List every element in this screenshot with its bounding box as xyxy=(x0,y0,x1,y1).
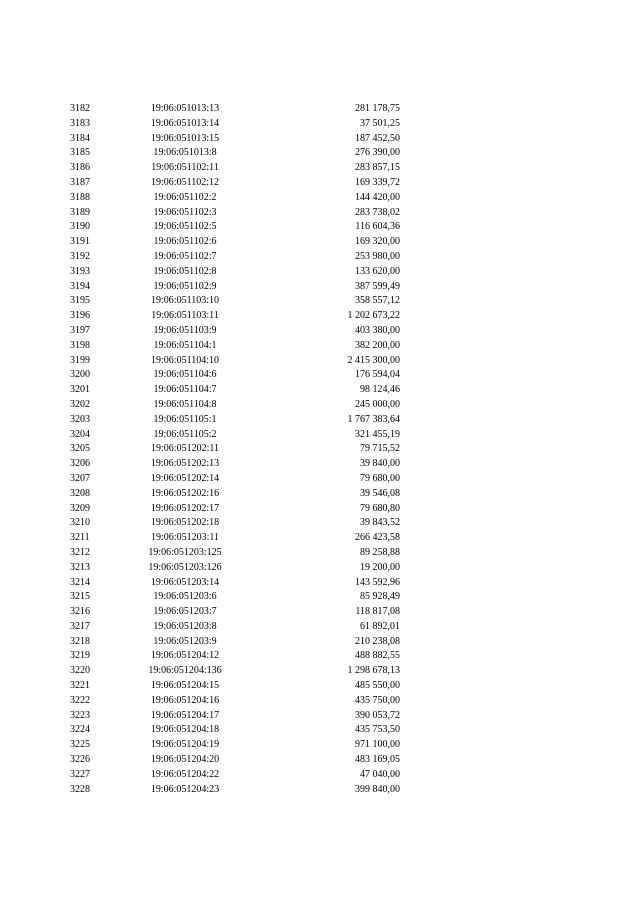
amount-value: 61 892,01 xyxy=(360,620,400,632)
row-number: 3195 xyxy=(70,295,90,307)
row-number: 3219 xyxy=(70,650,90,662)
amount-value: 118 817,08 xyxy=(355,606,400,618)
cadastral-number: 19:06:051204:12 xyxy=(150,650,220,662)
table-row xyxy=(0,280,640,295)
table-row xyxy=(0,117,640,132)
cadastral-number: 19:06:051202:13 xyxy=(150,458,220,470)
amount-value: 399 840,00 xyxy=(355,783,400,795)
amount-value: 245 000,00 xyxy=(355,398,400,410)
table-row xyxy=(0,309,640,324)
table-row xyxy=(0,383,640,398)
table-row xyxy=(0,723,640,738)
cadastral-number: 19:06:051104:1 xyxy=(153,339,217,351)
cadastral-number: 19:06:051104:8 xyxy=(153,398,217,410)
amount-value: 488 882,55 xyxy=(355,650,400,662)
row-number: 3187 xyxy=(70,176,90,188)
amount-value: 37 501,25 xyxy=(360,117,400,129)
data-table xyxy=(0,102,640,797)
amount-value: 133 620,00 xyxy=(355,265,400,277)
table-row xyxy=(0,250,640,265)
table-row xyxy=(0,294,640,309)
table-row xyxy=(0,487,640,502)
table-row xyxy=(0,176,640,191)
table-row xyxy=(0,620,640,635)
row-number: 3210 xyxy=(70,517,90,529)
table-row xyxy=(0,368,640,383)
row-number: 3190 xyxy=(70,221,90,233)
amount-value: 283 738,02 xyxy=(355,206,400,218)
table-row xyxy=(0,516,640,531)
row-number: 3211 xyxy=(70,532,90,544)
amount-value: 435 750,00 xyxy=(355,694,400,706)
cadastral-number: 19:06:051203:11 xyxy=(151,532,219,544)
amount-value: 79 680,80 xyxy=(360,502,400,514)
amount-value: 169 320,00 xyxy=(355,236,400,248)
row-number: 3225 xyxy=(70,739,90,751)
row-number: 3221 xyxy=(70,680,90,692)
amount-value: 116 604,36 xyxy=(355,221,400,233)
cadastral-number: 19:06:051202:14 xyxy=(150,472,220,484)
cadastral-number: 19:06:051202:16 xyxy=(150,487,220,499)
row-number: 3191 xyxy=(70,236,90,248)
table-row xyxy=(0,502,640,517)
table-row xyxy=(0,413,640,428)
amount-value: 187 452,50 xyxy=(355,132,400,144)
cadastral-number: 19:06:051013:8 xyxy=(153,147,217,159)
row-number: 3198 xyxy=(70,339,90,351)
cadastral-number: 19:06:051105:2 xyxy=(153,428,217,440)
row-number: 3220 xyxy=(70,665,90,677)
amount-value: 1 767 383,64 xyxy=(347,413,400,425)
amount-value: 971 100,00 xyxy=(355,739,400,751)
row-number: 3193 xyxy=(70,265,90,277)
row-number: 3222 xyxy=(70,694,90,706)
table-row xyxy=(0,531,640,546)
cadastral-number: 19:06:051102:2 xyxy=(153,191,217,203)
amount-value: 483 169,05 xyxy=(355,754,400,766)
amount-value: 210 238,08 xyxy=(355,635,400,647)
row-number: 3184 xyxy=(70,132,90,144)
amount-value: 435 753,50 xyxy=(355,724,400,736)
cadastral-number: 19:06:051104:10 xyxy=(151,354,219,366)
row-number: 3201 xyxy=(70,384,90,396)
cadastral-number: 19:06:051204:22 xyxy=(150,768,220,780)
table-row xyxy=(0,102,640,117)
cadastral-number: 19:06:051102:9 xyxy=(153,280,217,292)
table-row xyxy=(0,132,640,147)
amount-value: 253 980,00 xyxy=(355,250,400,262)
table-row xyxy=(0,472,640,487)
amount-value: 266 423,58 xyxy=(355,532,400,544)
amount-value: 358 557,12 xyxy=(355,295,400,307)
cadastral-number: 19:06:051204:23 xyxy=(150,783,220,795)
cadastral-number: 19:06:051203:7 xyxy=(153,606,217,618)
row-number: 3199 xyxy=(70,354,90,366)
amount-value: 79 715,52 xyxy=(360,443,400,455)
table-row xyxy=(0,590,640,605)
cadastral-number: 19:06:051102:7 xyxy=(153,250,217,262)
amount-value: 39 840,00 xyxy=(360,458,400,470)
amount-value: 283 857,15 xyxy=(355,162,400,174)
table-row xyxy=(0,679,640,694)
cadastral-number: 19:06:051102:6 xyxy=(153,236,217,248)
row-number: 3223 xyxy=(70,709,90,721)
amount-value: 89 258,88 xyxy=(360,546,400,558)
amount-value: 19 200,00 xyxy=(360,561,400,573)
table-row xyxy=(0,220,640,235)
row-number: 3228 xyxy=(70,783,90,795)
amount-value: 276 390,00 xyxy=(355,147,400,159)
table-row xyxy=(0,206,640,221)
cadastral-number: 19:06:051102:3 xyxy=(153,206,217,218)
amount-value: 39 843,52 xyxy=(360,517,400,529)
amount-value: 1 298 678,13 xyxy=(347,665,400,677)
cadastral-number: 19:06:051104:7 xyxy=(153,384,217,396)
amount-value: 143 592,96 xyxy=(355,576,400,588)
row-number: 3215 xyxy=(70,591,90,603)
table-row xyxy=(0,635,640,650)
table-row xyxy=(0,768,640,783)
table-row xyxy=(0,398,640,413)
row-number: 3206 xyxy=(70,458,90,470)
cadastral-number: 19:06:051103:11 xyxy=(151,310,219,322)
table-row xyxy=(0,235,640,250)
amount-value: 169 339,72 xyxy=(355,176,400,188)
amount-value: 85 928,49 xyxy=(360,591,400,603)
amount-value: 39 546,08 xyxy=(360,487,400,499)
amount-value: 321 455,19 xyxy=(355,428,400,440)
row-number: 3224 xyxy=(70,724,90,736)
cadastral-number: 19:06:051103:9 xyxy=(153,324,217,336)
amount-value: 281 178,75 xyxy=(355,103,400,114)
table-row xyxy=(0,457,640,472)
cadastral-number: 19:06:051104:6 xyxy=(153,369,217,381)
amount-value: 485 550,00 xyxy=(355,680,400,692)
row-number: 3214 xyxy=(70,576,90,588)
cadastral-number: 19:06:051202:11 xyxy=(151,443,219,455)
row-number: 3216 xyxy=(70,606,90,618)
row-number: 3204 xyxy=(70,428,90,440)
table-row xyxy=(0,146,640,161)
cadastral-number: 19:06:051203:14 xyxy=(150,576,220,588)
table-row xyxy=(0,191,640,206)
cadastral-number: 19:06:051102:11 xyxy=(151,162,219,174)
row-number: 3183 xyxy=(70,117,90,129)
table-row xyxy=(0,605,640,620)
row-number: 3218 xyxy=(70,635,90,647)
row-number: 3189 xyxy=(70,206,90,218)
amount-value: 2 415 300,00 xyxy=(347,354,400,366)
amount-value: 390 053,72 xyxy=(355,709,400,721)
cadastral-number: 19:06:051102:12 xyxy=(151,176,219,188)
row-number: 3207 xyxy=(70,472,90,484)
cadastral-number: 19:06:051204:20 xyxy=(150,754,220,766)
table-row xyxy=(0,339,640,354)
amount-value: 144 420,00 xyxy=(355,191,400,203)
cadastral-number: 19:06:051013:13 xyxy=(150,103,220,114)
table-row xyxy=(0,428,640,443)
row-number: 3194 xyxy=(70,280,90,292)
table-row xyxy=(0,576,640,591)
cadastral-number: 19:06:051103:10 xyxy=(151,295,219,307)
row-number: 3209 xyxy=(70,502,90,514)
amount-value: 1 202 673,22 xyxy=(347,310,400,322)
cadastral-number: 19:06:051204:18 xyxy=(150,724,220,736)
row-number: 3192 xyxy=(70,250,90,262)
table-row xyxy=(0,161,640,176)
row-number: 3226 xyxy=(70,754,90,766)
row-number: 3182 xyxy=(70,103,90,114)
cadastral-number: 19:06:051204:19 xyxy=(150,739,220,751)
amount-value: 387 599,49 xyxy=(355,280,400,292)
row-number: 3205 xyxy=(70,443,90,455)
cadastral-number: 19:06:051204:15 xyxy=(150,680,220,692)
amount-value: 47 040,00 xyxy=(360,768,400,780)
row-number: 3208 xyxy=(70,487,90,499)
cadastral-number: 19:06:051204:136 xyxy=(148,665,222,677)
row-number: 3203 xyxy=(70,413,90,425)
cadastral-number: 19:06:051203:8 xyxy=(153,620,217,632)
table-row xyxy=(0,753,640,768)
amount-value: 98 124,46 xyxy=(360,384,400,396)
row-number: 3186 xyxy=(70,162,90,174)
row-number: 3196 xyxy=(70,310,90,322)
row-number: 3212 xyxy=(70,546,90,558)
table-row xyxy=(0,738,640,753)
table-row xyxy=(0,649,640,664)
cadastral-number: 19:06:051102:8 xyxy=(153,265,217,277)
cadastral-number: 19:06:051013:15 xyxy=(150,132,220,144)
table-row xyxy=(0,442,640,457)
table-row xyxy=(0,709,640,724)
table-row xyxy=(0,265,640,280)
table-row xyxy=(0,694,640,709)
row-number: 3213 xyxy=(70,561,90,573)
amount-value: 176 594,04 xyxy=(355,369,400,381)
table-row xyxy=(0,324,640,339)
row-number: 3227 xyxy=(70,768,90,780)
cadastral-number: 19:06:051204:17 xyxy=(150,709,220,721)
cadastral-number: 19:06:051203:9 xyxy=(153,635,217,647)
table-row xyxy=(0,546,640,561)
cadastral-number: 19:06:051203:6 xyxy=(153,591,217,603)
table-row xyxy=(0,561,640,576)
table-row xyxy=(0,664,640,679)
amount-value: 79 680,00 xyxy=(360,472,400,484)
cadastral-number: 19:06:051204:16 xyxy=(150,694,220,706)
row-number: 3200 xyxy=(70,369,90,381)
amount-value: 382 200,00 xyxy=(355,339,400,351)
cadastral-number: 19:06:051102:5 xyxy=(153,221,217,233)
table-row xyxy=(0,783,640,798)
row-number: 3185 xyxy=(70,147,90,159)
row-number: 3197 xyxy=(70,324,90,336)
cadastral-number: 19:06:051105:1 xyxy=(153,413,217,425)
cadastral-number: 19:06:051013:14 xyxy=(150,117,220,129)
cadastral-number: 19:06:051203:125 xyxy=(148,546,222,558)
amount-value: 403 380,00 xyxy=(355,324,400,336)
cadastral-number: 19:06:051202:17 xyxy=(150,502,220,514)
row-number: 3188 xyxy=(70,191,90,203)
table-row xyxy=(0,354,640,369)
cadastral-number: 19:06:051203:126 xyxy=(148,561,222,573)
row-number: 3217 xyxy=(70,620,90,632)
cadastral-number: 19:06:051202:18 xyxy=(150,517,220,529)
row-number: 3202 xyxy=(70,398,90,410)
